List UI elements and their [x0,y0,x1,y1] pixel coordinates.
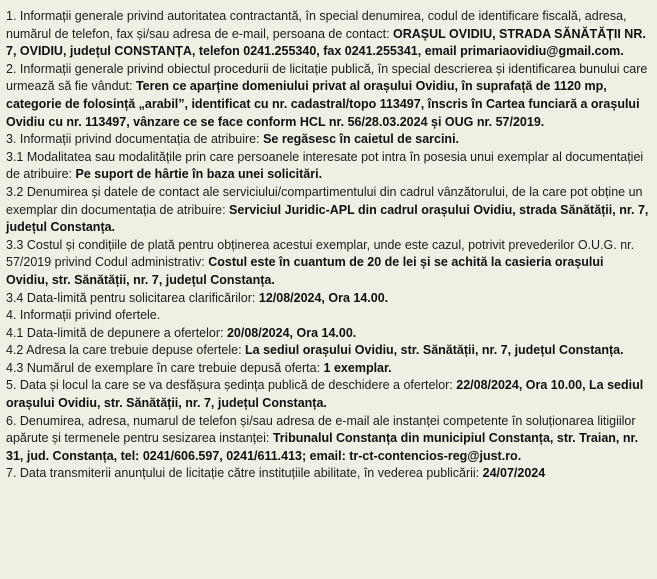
section-4-offers [6,307,649,325]
section-7-value: 24/07/2024 [482,466,546,481]
section-3-3-label: 3.3 Costul și condițiile de plată pentru obținerea acestui exemplar, unde este cazul, potrivit prevederilor O.U.G. nr. 57/2019 privind Codul administrativ: [6,237,635,270]
section-1-authority [6,8,649,61]
section-4-1-label: 4.1 Data-limită de depunere a ofertelor: [6,325,227,340]
section-3-4-clarifications [6,290,649,308]
section-3-1-label: 3.1 Modalitatea sau modalitățile prin care persoanele interesate pot intra în posesia unui exemplar al documentației de atribuire: [6,149,644,182]
section-3-2-value: Serviciul Juridic-APL din cadrul orașului Ovidiu, strada Sănătății, nr. 7, județul Constanța. [6,202,649,235]
section-4-3-value: 1 exemplar. [323,360,392,375]
section-7-transmission-date [6,465,649,483]
section-5-value: 22/08/2024, Ora 10.00, La sediul orașului Ovidiu, str. Sănătății, nr. 7, județul Constanța. [6,378,644,411]
section-2-object [6,61,649,131]
section-3-1-value: Pe suport de hârtie în baza unei solicitări. [75,167,323,182]
section-3-documentation [6,131,649,149]
section-3-4-value: 12/08/2024, Ora 14.00. [258,290,389,305]
section-6-label: 6. Denumirea, adresa, numarul de telefon și/sau adresa de e-mail ale instanței competente în soluționarea litigiilor apărute și termenele pentru sesizarea instanței: [6,413,636,446]
section-4-3-copies [6,360,649,378]
section-4-1-value: 20/08/2024, Ora 14.00. [226,325,357,340]
section-4-3-label: 4.3 Numărul de exemplare în care trebuie depusă oferta: [6,360,324,375]
section-6-value: Tribunalul Constanța din municipiul Constanța, str. Traian, nr. 31, jud. Constanța, tel: 0241/606.597, 0241/611.413; email: tr-ct-contencios-reg@just.ro. [6,431,639,463]
section-1-label: 1. Informații generale privind autoritatea contractantă, în special denumirea, codul de identificare fiscală, adresa, numărul de telefon, fax și/sau adresa de e-mail, persoana de contact: [6,9,627,41]
section-7-label: 7. Data transmiterii anunțului de licitație către instituțiile abilitate, în vederea publicării: [6,466,483,481]
section-3-label: 3. Informații privind documentația de atribuire: [6,132,264,147]
section-2-label: 2. Informații generale privind obiectul procedurii de licitație publică, în special descrierea și identificarea bunului care urmează să fie vândut: [6,61,648,94]
section-4-1-deadline [6,325,649,343]
section-4-label: 4. Informații privind ofertele. [6,308,161,323]
section-3-3-value: Costul este în cuantum de 20 de lei și se achită la casieria orașului Ovidiu, str. Sănătății, nr. 7, județul Constanța. [6,255,604,287]
section-5-opening-session [6,377,649,412]
section-1-value: ORAȘUL OVIDIU, STRADA SĂNĂTĂȚII NR. 7, OVIDIU, județul CONSTANȚA, telefon 0241.255340, fax 0241.255341, email primariaovidiu@gmail.com. [6,26,646,59]
section-3-1-obtaining [6,149,649,184]
section-3-2-label: 3.2 Denumirea și datele de contact ale serviciului/compartimentului din cadrul vânzătorului, de la care pot obține un exemplar din documentația de atribuire: [6,184,643,217]
section-3-4-label: 3.4 Data-limită pentru solicitarea clarificărilor: [6,290,259,305]
section-3-3-cost [6,237,649,290]
section-4-2-value: La sediul orașului Ovidiu, str. Sănătății, nr. 7, județul Constanța. [245,343,624,358]
section-4-2-label: 4.2 Adresa la care trebuie depuse ofertele: [6,343,246,358]
section-3-2-contact [6,184,649,237]
section-6-court [6,413,649,466]
section-5-label: 5. Data și locul la care se va desfășura ședința publică de deschidere a ofertelor: [6,378,457,393]
section-2-value: Teren ce aparține domeniului privat al orașului Ovidiu, în suprafață de 1120 mp, categorie de folosință „arabil”, identificat cu nr. cadastral/topo 113497, înscris în Cartea funciară a orașului Ovidiu cu nr. 113497, vânzare ce se face conform HCL nr. 56/28.03.2024 și OUG nr. 57/2019. [6,79,640,129]
section-3-value: Se regăsesc în caietul de sarcini. [263,132,460,147]
section-4-2-address [6,342,649,360]
